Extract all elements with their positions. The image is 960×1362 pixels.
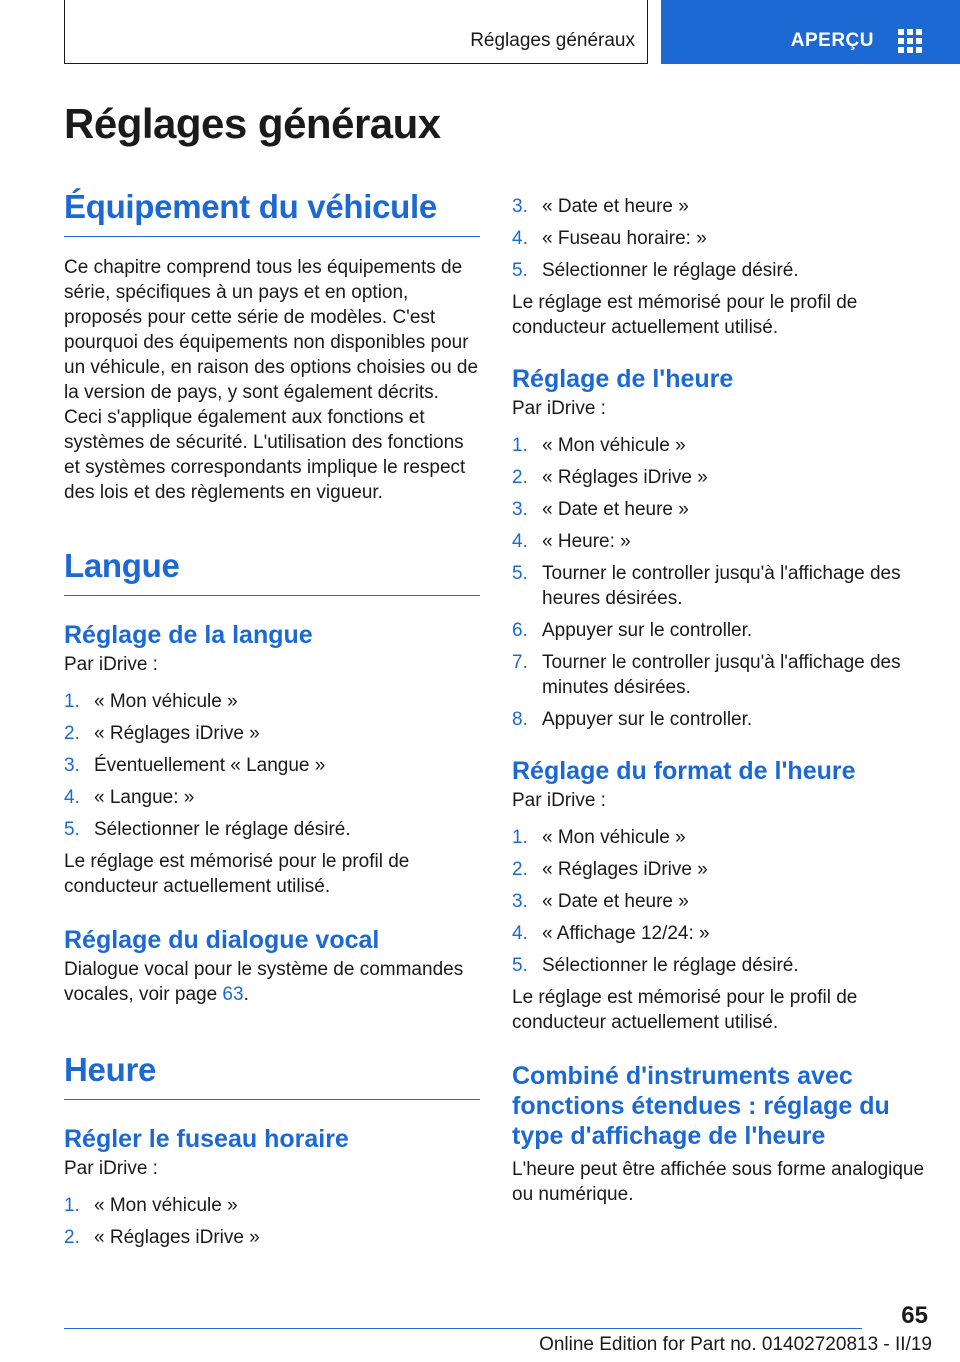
list-item: 2. « Réglages iDrive » [64,723,260,744]
time-format-intro: Par iDrive : [512,790,606,811]
language-intro: Par iDrive : [64,654,158,675]
page-number: 65 [901,1302,928,1329]
list-item: 7. Tourner le controller jusqu'à l'affichage des minutes désirées. [512,652,901,698]
page-link[interactable]: 63 [222,984,244,1005]
time-setting-intro: Par iDrive : [512,398,606,419]
list-item: 1. « Mon véhicule » [512,827,686,848]
list-item: 3. « Date et heure » [512,891,689,912]
list-item: 5. Sélectionner le réglage désiré. [64,819,351,840]
list-item: 1. « Mon véhicule » [64,1195,238,1216]
list-item: 4. « Affichage 12/24: » [512,923,710,944]
grid-icon [898,29,922,53]
time-format-steps [512,825,932,978]
list-item: 6. Appuyer sur le controller. [512,620,753,641]
footer-divider [64,1328,862,1329]
list-item: 8. Appuyer sur le controller. [512,709,753,730]
list-item: 3. « Date et heure » [512,196,689,217]
list-item: 1. « Mon véhicule » [512,435,686,456]
page-title: Réglages généraux [64,100,441,147]
subsection-title-time-setting: Réglage de l'heure [512,365,734,393]
time-setting-steps [512,433,932,732]
subsection-title-timezone: Régler le fuseau horaire [64,1125,349,1153]
left-column [64,188,480,1250]
voice-text: Dialogue vocal pour le système de commandes vocales, voir page 63. [64,959,464,1005]
list-item: 5. Sélectionner le réglage désiré. [512,955,799,976]
list-item: 2. « Réglages iDrive » [512,859,708,880]
timezone-steps [64,1193,480,1250]
right-column [512,194,932,1207]
list-item: 2. « Réglages iDrive » [64,1227,260,1248]
time-format-note: Le réglage est mémorisé pour le profil de conducteur actuellement utilisé. [512,987,858,1033]
timezone-note: Le réglage est mémorisé pour le profil de conducteur actuellement utilisé. [512,292,858,338]
timezone-intro: Par iDrive : [64,1158,158,1179]
instrument-cluster-text: L'heure peut être affichée sous forme analogique ou numérique. [512,1159,925,1205]
section-label: Réglages généraux [470,30,635,51]
overview-label: APERÇU [790,30,874,51]
subsection-title-time-format: Réglage du format de l'heure [512,757,856,785]
list-item: 3. « Date et heure » [512,499,689,520]
section-title-time: Heure [64,1051,480,1100]
list-item: 4. « Heure: » [512,531,631,552]
language-steps [64,689,480,842]
section-title-equipment: Équipement du véhicule [64,188,480,237]
list-item: 4. « Langue: » [64,787,195,808]
subsection-title-voice: Réglage du dialogue vocal [64,926,380,954]
overview-button[interactable] [661,0,960,64]
list-item: 2. « Réglages iDrive » [512,467,708,488]
list-item: 1. « Mon véhicule » [64,691,238,712]
subsection-title-instrument-cluster: Combiné d'instruments avec fonctions étendues : réglage du type d'affichage de l'heure [512,1062,890,1150]
list-item: 5. Sélectionner le réglage désiré. [512,260,799,281]
footer-edition: Online Edition for Part no. 01402720813 - II/19 [539,1334,932,1355]
list-item: 4. « Fuseau horaire: » [512,228,707,249]
page-header [0,0,960,66]
section-title-language: Langue [64,547,480,596]
equipment-text: Ce chapitre comprend tous les équipements de série, spécifiques à un pays et en option, proposés pour cette série de modèles. C'est pourquoi des équipements non disponibles pour un véhicule, en raison des options choisies ou de la version de pays, y sont également décrits. Ceci s'applique également aux fonctions et systèmes de sécurité. L'utilisation des fonctions et systèmes correspondants implique le respect des lois et des règlements en vigueur. [64,257,479,503]
section-tab[interactable] [64,0,648,64]
subsection-title-language: Réglage de la langue [64,621,313,649]
language-note: Le réglage est mémorisé pour le profil de conducteur actuellement utilisé. [64,851,410,897]
list-item: 3. Éventuellement « Langue » [64,755,326,776]
list-item: 5. Tourner le controller jusqu'à l'affichage des heures désirées. [512,563,901,609]
timezone-steps-continued [512,194,932,283]
